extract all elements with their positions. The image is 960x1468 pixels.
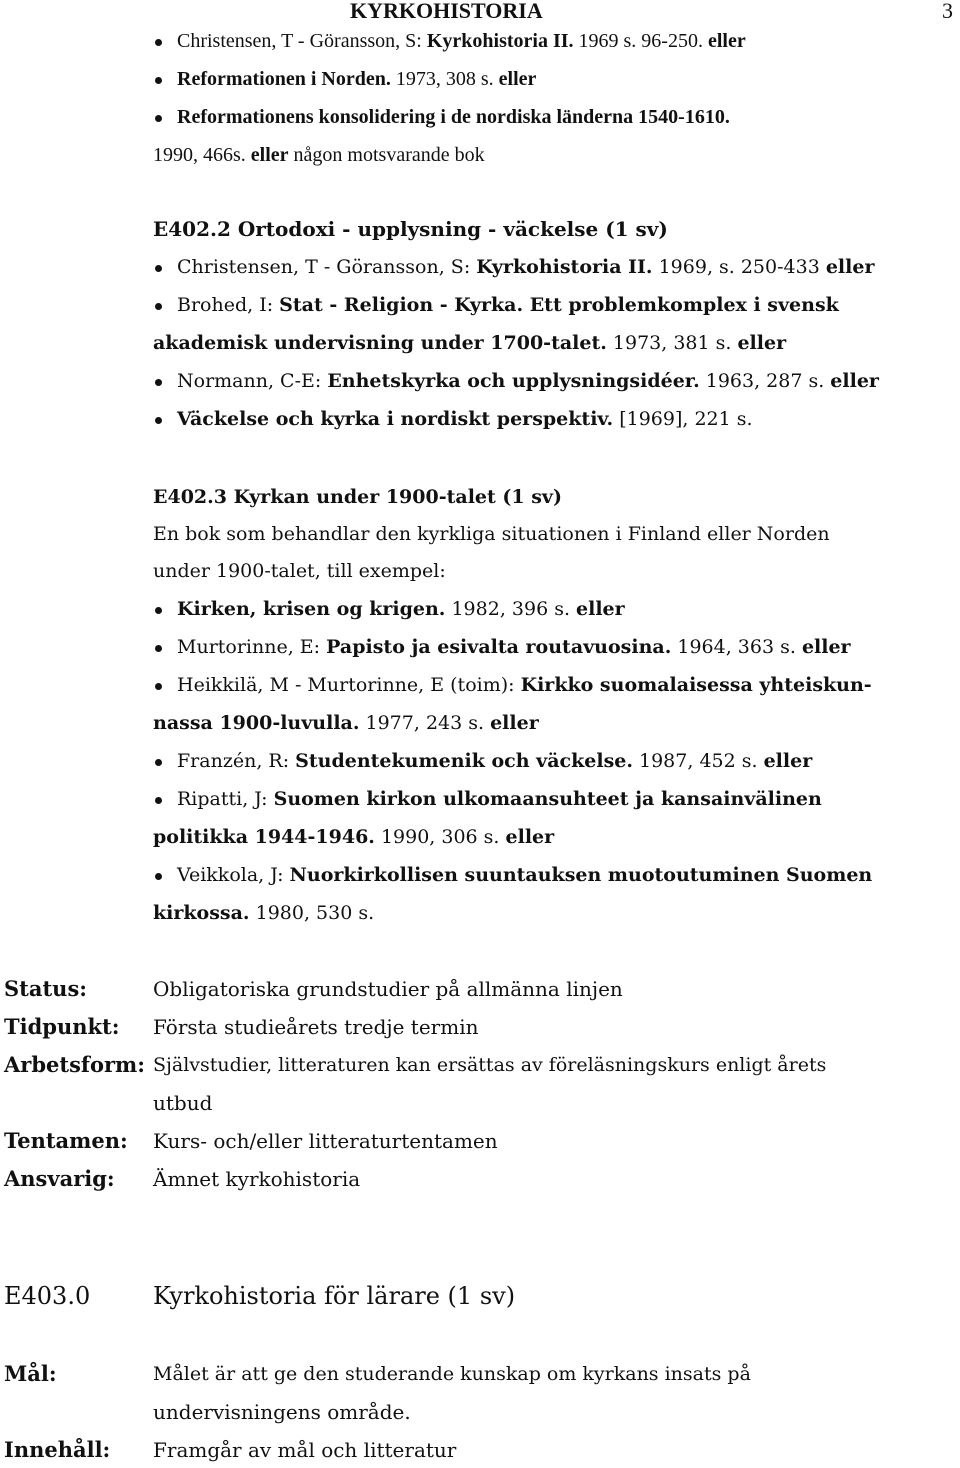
list-item: Reformationens konsolidering i de nordiska länderna 1540-1610. [177,106,730,128]
running-header: KYRKOHISTORIA [350,0,543,23]
list-item: Normann, C-E: Enhetskyrka och upplysningsidéer. 1963, 287 s. eller [177,370,879,392]
course-code: E403.0 [4,1282,91,1310]
status-label: Status: [4,976,88,1001]
list-item: Väckelse och kyrka i nordiskt perspektiv. [1969], 221 s. [177,408,753,430]
list-item: Franzén, R: Studentekumenik och väckelse. 1987, 452 s. eller [177,750,813,772]
mal-label: Mål: [4,1361,57,1386]
bullet-icon [155,379,162,386]
intro-text: under 1900-talet, till exempel: [153,560,446,582]
tidpunkt-label: Tidpunkt: [4,1014,120,1039]
list-item: Veikkola, J: Nuorkirkollisen suuntauksen muotoutuminen Suomen [177,864,873,886]
bullet-icon [155,683,162,690]
list-item-continuation: kirkossa. 1980, 530 s. [153,902,375,924]
list-item: Ripatti, J: Suomen kirkon ulkomaansuhteet ja kansainvälinen [177,788,822,810]
bullet-icon [155,265,162,272]
bullet-icon [155,759,162,766]
bullet-icon [155,77,162,84]
tidpunkt-value: Första studieårets tredje termin [153,1015,479,1039]
ansvarig-label: Ansvarig: [4,1166,115,1191]
list-item-continuation: politikka 1944-1946. 1990, 306 s. eller [153,826,555,848]
section-heading: E402.3 Kyrkan under 1900-talet (1 sv) [153,486,562,508]
arbetsform-value-cont: utbud [153,1091,213,1115]
intro-text: En bok som behandlar den kyrkliga situationen i Finland eller Norden [153,523,830,545]
section-heading: E402.2 Ortodoxi - upplysning - väckelse (1 sv) [153,217,668,241]
tentamen-label: Tentamen: [4,1128,128,1153]
bullet-icon [155,645,162,652]
list-item-continuation: nassa 1900-luvulla. 1977, 243 s. eller [153,712,539,734]
arbetsform-value: Självstudier, litteraturen kan ersättas av föreläsningskurs enligt årets [153,1054,827,1076]
list-item-continuation: 1990, 466s. eller någon motsvarande bok [153,144,485,166]
bullet-icon [155,607,162,614]
tentamen-value: Kurs- och/eller litteraturtentamen [153,1129,498,1153]
innehall-value: Framgår av mål och litteratur [153,1438,457,1462]
list-item: Christensen, T - Göransson, S: Kyrkohistoria II. 1969, s. 250-433 eller [177,256,875,278]
innehall-label: Innehåll: [4,1437,111,1462]
list-item: Brohed, I: Stat - Religion - Kyrka. Ett problemkomplex i svensk [177,294,839,316]
mal-value-cont: undervisningens område. [153,1400,411,1424]
list-item: Heikkilä, M - Murtorinne, E (toim): Kirkko suomalaisessa yhteiskun- [177,674,872,696]
arbetsform-label: Arbetsform: [4,1052,146,1077]
bullet-icon [155,39,162,46]
ansvarig-value: Ämnet kyrkohistoria [153,1167,361,1191]
status-value: Obligatoriska grundstudier på allmänna linjen [153,977,623,1001]
bullet-icon [155,303,162,310]
bullet-icon [155,797,162,804]
list-item: Kirken, krisen og krigen. 1982, 396 s. eller [177,598,625,620]
mal-value: Målet är att ge den studerande kunskap om kyrkans insats på [153,1363,751,1385]
bullet-icon [155,873,162,880]
bullet-icon [155,417,162,424]
list-item: Reformationen i Norden. 1973, 308 s. eller [177,68,537,90]
page-number: 3 [942,0,953,23]
bullet-icon [155,115,162,122]
course-title: Kyrkohistoria för lärare (1 sv) [153,1282,516,1310]
list-item-continuation: akademisk undervisning under 1700-talet. 1973, 381 s. eller [153,332,787,354]
list-item: Murtorinne, E: Papisto ja esivalta routavuosina. 1964, 363 s. eller [177,636,851,658]
list-item: Christensen, T - Göransson, S: Kyrkohistoria II. 1969 s. 96-250. eller [177,30,746,52]
